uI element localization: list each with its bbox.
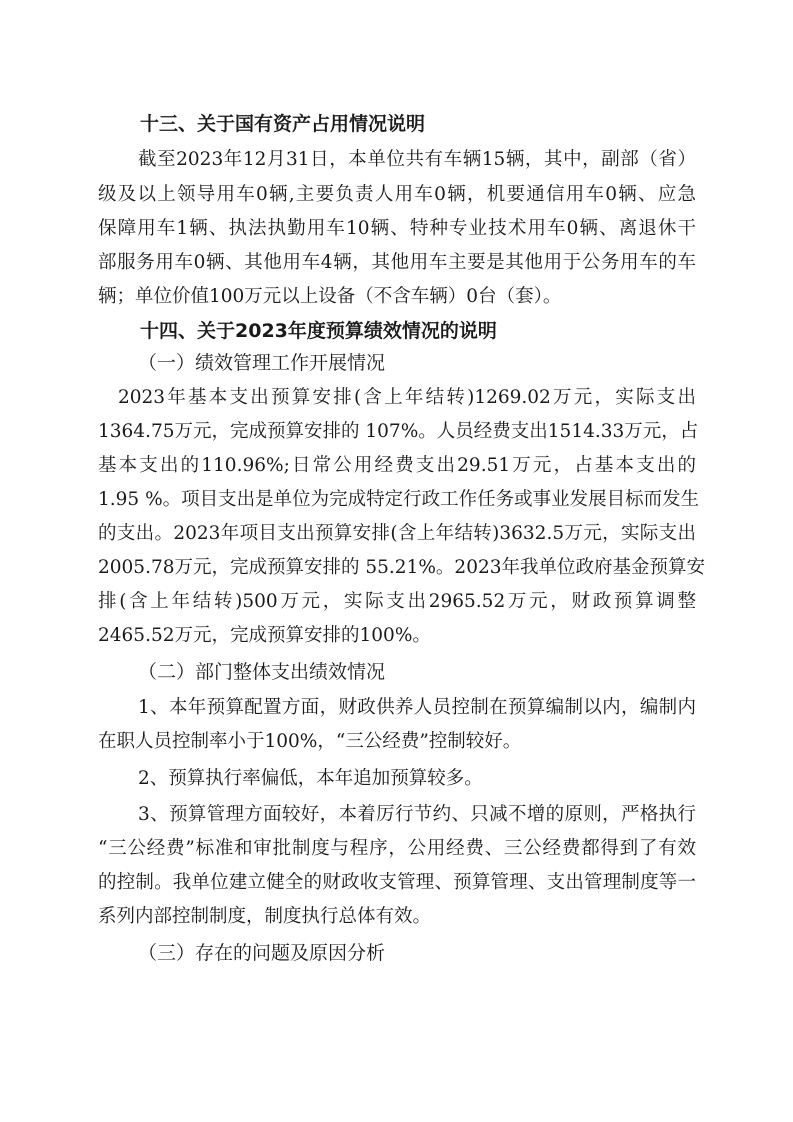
part-2-line: “三公经费”标准和审批制度与程序，公用经费、三公经费都得到了有效 xyxy=(98,838,696,859)
part-2-line: 的控制。我单位建立健全的财政收支管理、预算管理、支出管理制度等一 xyxy=(98,872,696,893)
part-2-heading: （二）部门整体支出绩效情况 xyxy=(138,661,386,683)
part-1-line: 基本支出的110.96%;日常公用经费支出29.51万元，占基本支出的 xyxy=(98,455,696,476)
section-13-line: 级及以上领导用车0辆,主要负责人用车0辆，机要通信用车0辆、应急 xyxy=(98,184,696,205)
part-2-line: 在职人员控制率小于100%，“三公经费”控制较好。 xyxy=(98,731,522,752)
part-1-line: 2005.78万元，完成预算安排的 55.21%。2023年我单位政府基金预算安 xyxy=(98,557,706,578)
part-1-line: 的支出。2023年项目支出预算安排(含上年结转)3632.5万元，实际支出 xyxy=(98,523,696,544)
part-1-line: 1.95 %。项目支出是单位为完成特定行政工作任务或事业发展目标而发生 xyxy=(98,489,700,510)
part-3-heading: （三）存在的问题及原因分析 xyxy=(138,942,386,964)
part-1-line: 2023年基本支出预算安排(含上年结转)1269.02万元，实际支出 xyxy=(118,387,696,408)
part-2-line: 3、预算管理方面较好，本着厉行节约、只减不增的原则，严格执行 xyxy=(138,804,696,825)
part-2-line: 1、本年预算配置方面，财政供养人员控制在预算编制以内，编制内 xyxy=(138,697,696,718)
part-2-line: 2、预算执行率偏低，本年追加预算较多。 xyxy=(138,768,483,789)
section-13-line: 截至2023年12月31日，本单位共有车辆15辆，其中，副部（省） xyxy=(138,149,696,170)
part-1-line: 排(含上年结转)500万元，实际支出2965.52万元，财政预算调整 xyxy=(98,591,696,612)
section-13-line: 辆；单位价值100万元以上设备（不含车辆）0台（套）。 xyxy=(98,286,562,307)
section-14-heading: 十四、关于2023年度预算绩效情况的说明 xyxy=(140,320,497,342)
section-13-line: 部服务用车0辆、其他用车4辆，其他用车主要是其他用于公务用车的车 xyxy=(98,252,696,273)
part-1-line: 1364.75万元，完成预算安排的 107%。人员经费支出1514.33万元，占 xyxy=(98,421,699,442)
section-13-heading: 十三、关于国有资产占用情况说明 xyxy=(140,113,426,135)
part-1-heading: （一）绩效管理工作开展情况 xyxy=(138,352,386,374)
section-13-line: 保障用车1辆、执法执勤用车10辆、特种专业技术用车0辆、离退休干 xyxy=(98,218,696,239)
part-2-line: 系列内部控制制度，制度执行总体有效。 xyxy=(98,906,432,927)
part-1-line: 2465.52万元，完成预算安排的100%。 xyxy=(98,625,431,646)
